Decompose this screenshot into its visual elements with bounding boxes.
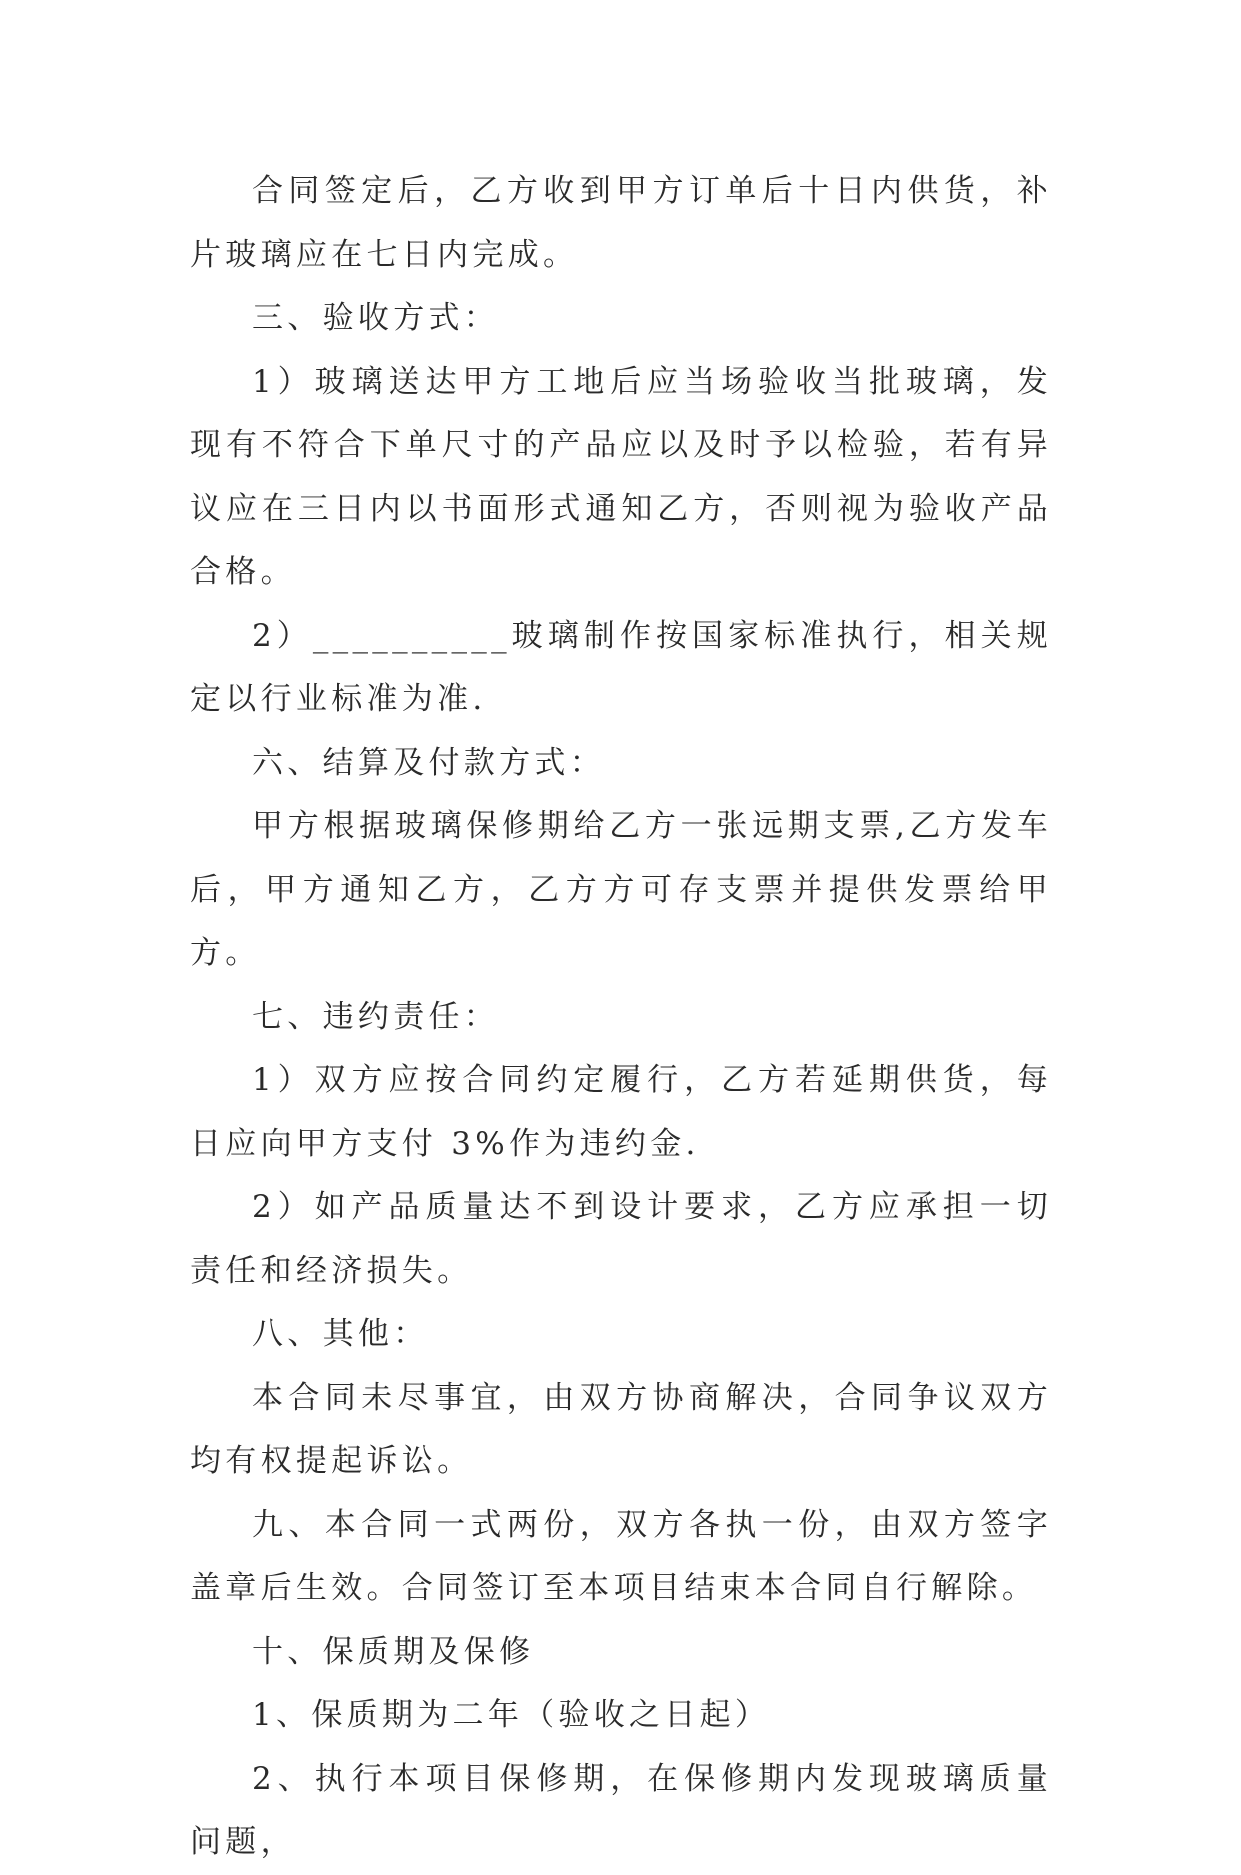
paragraph-warranty-clause-1: 1、保质期为二年（验收之日起） [252,1697,771,1733]
paragraph-copies-effectiveness: 九、本合同一式两份，双方各执一份，由双方签字盖章后生效。合同签订至本项目结束本合同自行解除。 [190,1506,1052,1606]
paragraph-dispute-resolution: 本合同未尽事宜，由双方协商解决，合同争议双方均有权提起诉讼。 [190,1379,1052,1479]
heading-acceptance-method: 三、验收方式： [252,300,500,336]
heading-other: 八、其他： [252,1316,429,1352]
paragraph-payment-terms: 甲方根据玻璃保修期给乙方一张远期支票,乙方发车后，甲方通知乙方，乙方方可存支票并提供发票给甲方。 [190,808,1052,971]
paragraph-breach-clause-1: 1）双方应按合同约定履行，乙方若延期供货，每日应向甲方支付 3%作为违约金. [190,1062,1052,1162]
heading-settlement-payment: 六、结算及付款方式： [252,744,605,781]
document-body [190,160,1052,1875]
heading-breach-liability: 七、违约责任： [252,998,500,1035]
heading-warranty: 十、保质期及保修 [252,1633,535,1670]
paragraph-breach-clause-2: 2）如产品质量达不到设计要求，乙方应承担一切责任和经济损失。 [190,1189,1052,1289]
paragraph-warranty-clause-2: 2、执行本项目保修期，在保修期内发现玻璃质量问题， [190,1760,1052,1860]
paragraph-acceptance-clause-1: 1）玻璃送达甲方工地后应当场验收当批玻璃，发现有不符合下单尺寸的产品应以及时予以检验，若有异议应在三日内以书面形式通知乙方，否则视为验收产品合格。 [190,363,1052,590]
paragraph-delivery-terms: 合同签定后，乙方收到甲方订单后十日内供货，补片玻璃应在七日内完成。 [190,173,1052,273]
paragraph-acceptance-clause-2: 2）__________玻璃制作按国家标准执行，相关规定以行业标准为准. [190,617,1052,717]
